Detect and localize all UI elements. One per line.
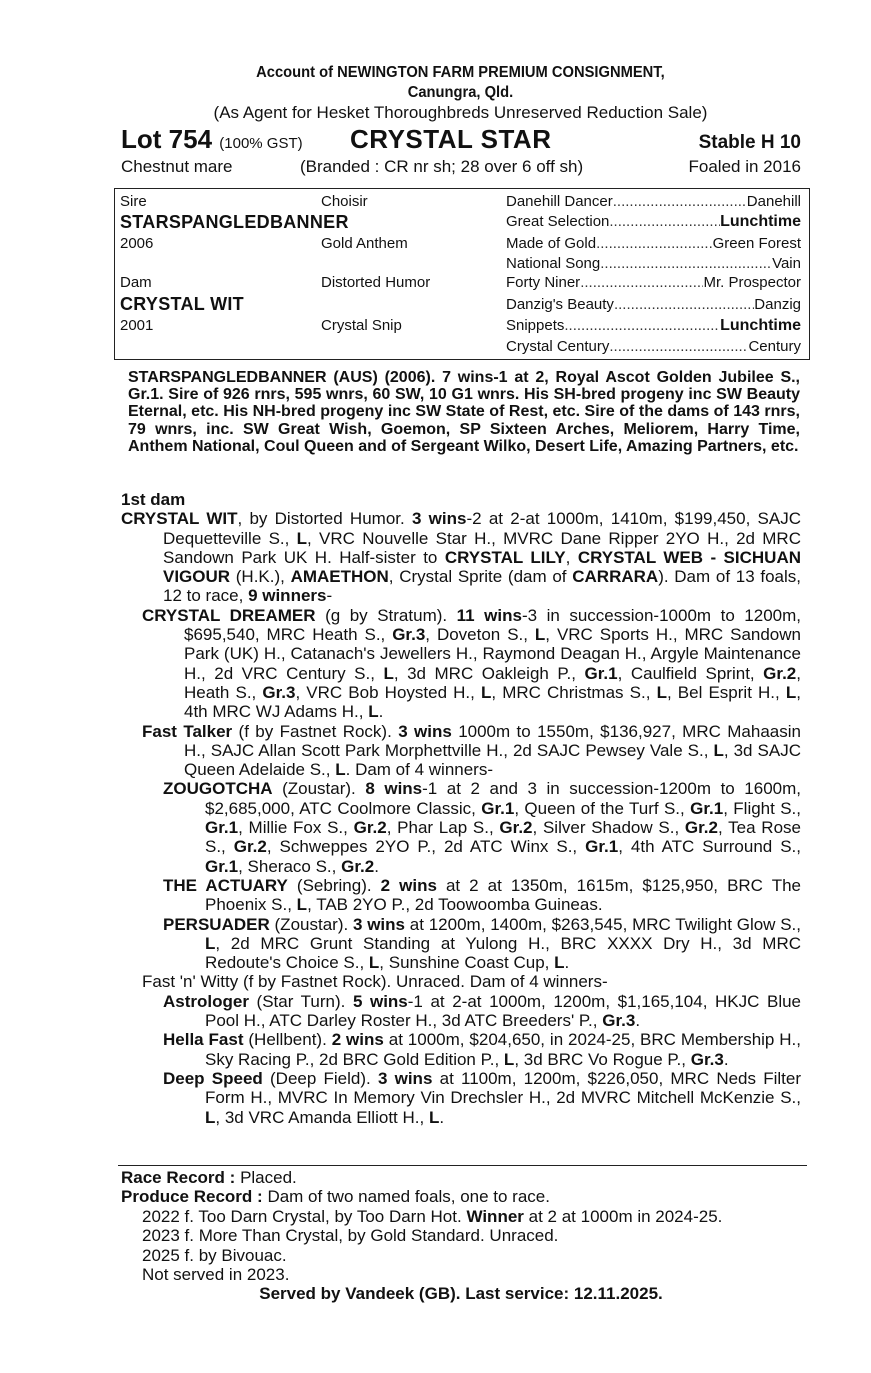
- ancestor-row: Crystal Century ..... Century: [506, 338, 801, 355]
- dam-name: CRYSTAL WIT: [120, 294, 244, 314]
- lot-number: Lot 754 (100% GST): [121, 124, 303, 154]
- sire-sire: Choisir: [321, 193, 368, 210]
- section-divider: [118, 1165, 807, 1166]
- dam-year: 2001: [120, 317, 154, 334]
- consignor-location: Canungra, Qld.: [407, 84, 514, 101]
- records-section: [121, 1168, 801, 1304]
- stable-number: Stable H 10: [698, 132, 801, 153]
- produce-entry-deep-speed: Deep Speed (Deep Field). 3 wins at 1100m, 1200m, $226,050, MRC Neds Filter Form H., MVRC In Memory Vin Drechsler H., 2d MVRC Mitchell McKenzie S., L, 3d VRC Amanda Elliott H., L.: [163, 1068, 801, 1127]
- ancestor-row: Forty Niner ..... Mr. Prospector: [506, 274, 801, 291]
- produce-entry-astrologer: Astrologer (Star Turn). 5 wins-1 at 2-at 1000m, 1200m, $1,165,104, HKJC Blue Pool H., ATC Darley Roster H., 3d ATC Breeders' P., Gr.3.: [163, 991, 801, 1031]
- brand-description: (Branded : CR nr sh; 28 over 6 off sh): [300, 157, 584, 176]
- foaled-year: Foaled in 2016: [688, 157, 801, 176]
- lot-line: [121, 124, 801, 156]
- sex-colour: Chestnut mare: [121, 157, 233, 176]
- produce-entry-the-actuary: THE ACTUARY (Sebring). 2 wins at 2 at 1350m, 1615m, $125,950, BRC The Phoenix S., L, TAB 2YO P., 2d Toowoomba Guineas.: [163, 875, 801, 915]
- foal-record: 2023 f. More Than Crystal, by Gold Standard. Unraced.: [142, 1226, 559, 1246]
- dam-sire: Distorted Humor: [321, 274, 431, 291]
- race-record: Race Record : Placed.: [121, 1168, 297, 1187]
- foal-record: 2022 f. Too Darn Crystal, by Too Darn Hot. Winner at 2 at 1000m in 2024-25.: [142, 1206, 723, 1226]
- produce-entry-crystal-dreamer: CRYSTAL DREAMER (g by Stratum). 11 wins-3 in succession-1000m to 1200m, $695,540, MRC Heath S., Gr.3, Doveton S., L, VRC Sports H., MRC Sandown Park (UK) H., Catanach's Jewellers H., Raymond Deagan H., Argyle Maintenance H., 2d VRC Century S., L, 3d MRC Oakleigh P., Gr.1, Caulfield Sprint, Gr.2, Heath S., Gr.3, VRC Bob Hoysted H., L, MRC Christmas S., L, Bel Esprit H., L, 4th MRC WJ Adams H., L.: [142, 605, 802, 722]
- horse-name: CRYSTAL STAR: [350, 124, 552, 154]
- produce-entry-persuader: PERSUADER (Zoustar). 3 wins at 1200m, 1400m, $263,545, MRC Twilight Glow S., L, 2d MRC Grunt Standing at Yulong H., BRC XXXX Dry H., 3d MRC Redoute's Choice S., L, Sunshine Coast Cup, L.: [163, 914, 802, 973]
- produce-entry-fast-talker: Fast Talker (f by Fastnet Rock). 3 wins 1000m to 1550m, $136,927, MRC Mahaasin H., SAJC Allan Scott Park Morphettville H., 2d SAJC Pewsey Vale S., L, 3d SAJC Queen Adelaide S., L. Dam of 4 winners-: [142, 721, 801, 780]
- first-dam-heading: 1st dam: [121, 490, 186, 509]
- consignor-line-1: Account of NEWINGTON FARM PREMIUM CONSIGNMENT,: [256, 64, 665, 81]
- sire-summary: STARSPANGLEDBANNER (AUS) (2006). 7 wins-1 at 2, Royal Ascot Golden Jubilee S., Gr.1. Sire of 926 rnrs, 595 wnrs, 60 SW, 10 G1 wnrs. His SH-bred progeny inc SW Beauty Eternal, etc. His NH-bred progeny inc SW State of Rest, etc. Sire of the dams of 143 rnrs, 79 wnrs, inc. SW Great Wish, Goemon, SP Sixteen Arches, Meliorem, Harry Time, Anthem National, Coul Queen and of Sergeant Wilko, Desert Life, Amazing Partners, etc.: [128, 369, 800, 455]
- dam-dam: Crystal Snip: [321, 317, 402, 334]
- foal-record: 2025 f. by Bivouac.: [142, 1245, 287, 1265]
- dam-pedigree-section: [121, 490, 801, 1127]
- ancestor-row: Snippets ..... Lunchtime: [506, 317, 801, 335]
- produce-entry-hella-fast: Hella Fast (Hellbent). 2 wins at 1000m, $204,650, in 2024-25, BRC Membership H., Sky Racing P., 2d BRC Gold Edition P., L, 3d BRC Vo Rogue P., Gr.3.: [163, 1030, 801, 1069]
- gst-note: (100% GST): [219, 135, 303, 152]
- produce-record: Produce Record : Dam of two named foals, one to race.: [121, 1187, 550, 1207]
- consignor-agent: (As Agent for Hesket Thoroughbreds Unreserved Reduction Sale): [213, 103, 708, 122]
- sire-label: Sire: [120, 193, 147, 210]
- ancestor-row: Made of Gold ..... Green Forest: [506, 235, 801, 252]
- produce-entry-zougotcha: ZOUGOTCHA (Zoustar). 8 wins-1 at 2 and 3 in succession-1200m to 1600m, $2,685,000, ATC Coolmore Classic, Gr.1, Queen of the Turf S., Gr.1, Flight S., Gr.1, Millie Fox S., Gr.2, Phar Lap S., Gr.2, Silver Shadow S., Gr.2, Tea Rose S., Gr.2, Schweppes 2YO P., 2d ATC Winx S., Gr.1, 4th ATC Surround S., Gr.1, Sheraco S., Gr.2.: [163, 779, 801, 876]
- sire-name: STARSPANGLEDBANNER: [120, 212, 349, 232]
- dam-label: Dam: [120, 274, 152, 291]
- ancestor-row: Great Selection ..... Lunchtime: [506, 213, 801, 231]
- sire-year: 2006: [120, 235, 154, 252]
- produce-entry-fast-n-witty: Fast 'n' Witty (f by Fastnet Rock). Unraced. Dam of 4 winners-: [142, 972, 608, 992]
- ancestor-row: Danzig's Beauty ..... Danzig: [506, 296, 801, 313]
- ancestor-row: Danehill Dancer ..... Danehill: [506, 193, 801, 210]
- pedigree-table: [114, 188, 810, 360]
- dam-entry-crystal-wit: CRYSTAL WIT, by Distorted Humor. 3 wins-2 at 2-at 1000m, 1410m, $199,450, SAJC Dequetteville S., L, VRC Nouvelle Star H., MVRC Dane Ripper 2YO H., 2d MRC Sandown Park UK H. Half-sister to CRYSTAL LILY, CRYSTAL WEB - SICHUAN VIGOUR (H.K.), AMAETHON, Crystal Sprite (dam of CARRARA). Dam of 13 foals, 12 to race, 9 winners-: [121, 509, 802, 606]
- foal-record: Not served in 2023.: [142, 1265, 290, 1285]
- service-note: Served by Vandeek (GB). Last service: 12.11.2025.: [259, 1284, 663, 1304]
- ancestor-row: National Song ..... Vain: [506, 255, 801, 272]
- sire-dam: Gold Anthem: [321, 235, 408, 252]
